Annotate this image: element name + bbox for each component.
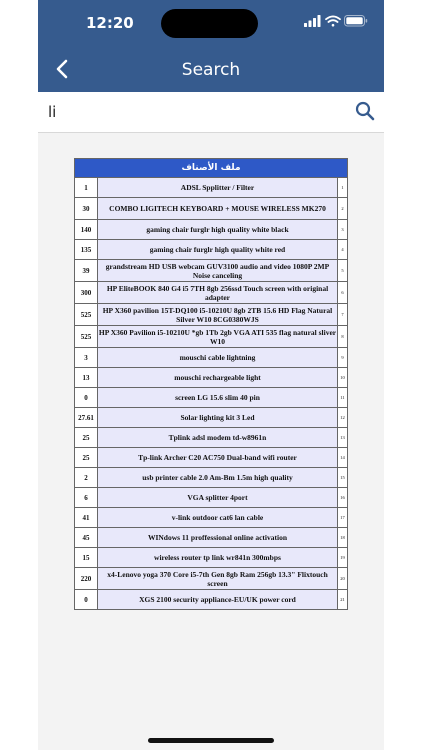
search-input[interactable]: [48, 101, 338, 123]
status-icons: [304, 14, 368, 33]
description-cell: v-link outdoor cat6 lan cable: [98, 508, 338, 528]
items-table: [74, 158, 348, 610]
description-cell: COMBO LIGITECH KEYBOARD + MOUSE WIRELESS MK270: [98, 198, 338, 220]
row-number-cell: 21: [338, 590, 348, 610]
magnifier-icon: [355, 101, 375, 121]
table-row: [75, 548, 348, 568]
qty-cell: 45: [75, 528, 98, 548]
row-number-cell: 16: [338, 488, 348, 508]
qty-cell: 25: [75, 448, 98, 468]
row-number-cell: 11: [338, 388, 348, 408]
description-cell: ADSL Spplitter / Filter: [98, 178, 338, 198]
qty-cell: 15: [75, 548, 98, 568]
qty-cell: 3: [75, 348, 98, 368]
row-number-cell: 9: [338, 348, 348, 368]
dynamic-island: [161, 9, 258, 38]
signal-icon: [304, 15, 321, 27]
row-number-cell: 8: [338, 326, 348, 348]
table-row: [75, 220, 348, 240]
table-row: [75, 408, 348, 428]
document-preview: [74, 158, 347, 610]
qty-cell: 0: [75, 590, 98, 610]
description-cell: Tp-link Archer C20 AC750 Dual-band wifi router: [98, 448, 338, 468]
qty-cell: 27.61: [75, 408, 98, 428]
search-button[interactable]: [355, 101, 375, 121]
status-bar: [38, 0, 384, 44]
description-cell: gaming chair furglr high quality white black: [98, 220, 338, 240]
row-number-cell: 7: [338, 304, 348, 326]
qty-cell: 220: [75, 568, 98, 590]
description-cell: mouschi cable lightning: [98, 348, 338, 368]
row-number-cell: 17: [338, 508, 348, 528]
table-title: ملف الأصناف: [75, 159, 348, 178]
table-row: [75, 348, 348, 368]
table-row: [75, 448, 348, 468]
row-number-cell: 4: [338, 240, 348, 260]
qty-cell: 39: [75, 260, 98, 282]
row-number-cell: 6: [338, 282, 348, 304]
qty-cell: 525: [75, 304, 98, 326]
table-row: [75, 388, 348, 408]
description-cell: XGS 2100 security appliance-EU/UK power cord: [98, 590, 338, 610]
description-cell: usb printer cable 2.0 Am-Bm 1.5m high quality: [98, 468, 338, 488]
row-number-cell: 14: [338, 448, 348, 468]
row-number-cell: 20: [338, 568, 348, 590]
description-cell: x4-Lenovo yoga 370 Core i5-7th Gen 8gb Ram 256gb 13.3" Flixtouch screen: [98, 568, 338, 590]
description-cell: gaming chair furglr high quality white red: [98, 240, 338, 260]
table-row: [75, 282, 348, 304]
description-cell: VGA splitter 4port: [98, 488, 338, 508]
wifi-icon: [326, 16, 340, 26]
qty-cell: 1: [75, 178, 98, 198]
description-cell: mouschi rechargeable light: [98, 368, 338, 388]
row-number-cell: 19: [338, 548, 348, 568]
row-number-cell: 10: [338, 368, 348, 388]
search-bar: [38, 92, 384, 133]
qty-cell: 135: [75, 240, 98, 260]
qty-cell: 30: [75, 198, 98, 220]
table-row: [75, 488, 348, 508]
row-number-cell: 13: [338, 428, 348, 448]
qty-cell: 41: [75, 508, 98, 528]
row-number-cell: 12: [338, 408, 348, 428]
description-cell: wireless router tp link wr841n 300mbps: [98, 548, 338, 568]
row-number-cell: 15: [338, 468, 348, 488]
table-row: [75, 260, 348, 282]
row-number-cell: 18: [338, 528, 348, 548]
description-cell: Solar lighting kit 3 Led: [98, 408, 338, 428]
table-row: [75, 304, 348, 326]
home-indicator: [148, 738, 274, 743]
row-number-cell: 2: [338, 198, 348, 220]
qty-cell: 2: [75, 468, 98, 488]
table-row: [75, 428, 348, 448]
table-row: [75, 590, 348, 610]
qty-cell: 525: [75, 326, 98, 348]
table-row: [75, 240, 348, 260]
qty-cell: 0: [75, 388, 98, 408]
qty-cell: 140: [75, 220, 98, 240]
row-number-cell: 5: [338, 260, 348, 282]
table-row: [75, 368, 348, 388]
table-row: [75, 178, 348, 198]
row-number-cell: 1: [338, 178, 348, 198]
table-row: [75, 468, 348, 488]
description-cell: grandstream HD USB webcam GUV3100 audio and video 1080P 2MP Noise canceling: [98, 260, 338, 282]
page-title: Search: [181, 60, 241, 80]
table-header-row: [75, 159, 348, 178]
battery-icon: [345, 16, 368, 27]
row-number-cell: 3: [338, 220, 348, 240]
description-cell: HP X360 Pavilion i5-10210U *gb 1Tb 2gb VGA ATI 535 flag natural sliver W10: [98, 327, 337, 346]
description-cell: HP X360 pavilion 15T-DQ100 i5-10210U 8gb 2TB 15.6 HD Flag Natural Silver W10 8CG0380WJS: [98, 304, 338, 326]
nav-bar: [38, 48, 384, 92]
table-row: [75, 508, 348, 528]
qty-cell: 13: [75, 368, 98, 388]
qty-cell: 6: [75, 488, 98, 508]
qty-cell: 25: [75, 428, 98, 448]
app-header: [38, 0, 384, 92]
table-row: [75, 326, 348, 348]
table-row: [75, 528, 348, 548]
description-cell: HP EliteBOOK 840 G4 i5 7TH 8gb 256ssd Touch screen with original adapter: [98, 282, 338, 304]
qty-cell: 300: [75, 282, 98, 304]
description-cell: Tplink adsl modem td-w8961n: [98, 428, 338, 448]
table-row: [75, 568, 348, 590]
status-time: 12:20: [86, 14, 134, 32]
description-cell: screen LG 15.6 slim 40 pin: [98, 388, 338, 408]
description-cell: WINdows 11 proffessional online activation: [98, 528, 338, 548]
table-row: [75, 198, 348, 220]
table-body: [75, 178, 348, 610]
